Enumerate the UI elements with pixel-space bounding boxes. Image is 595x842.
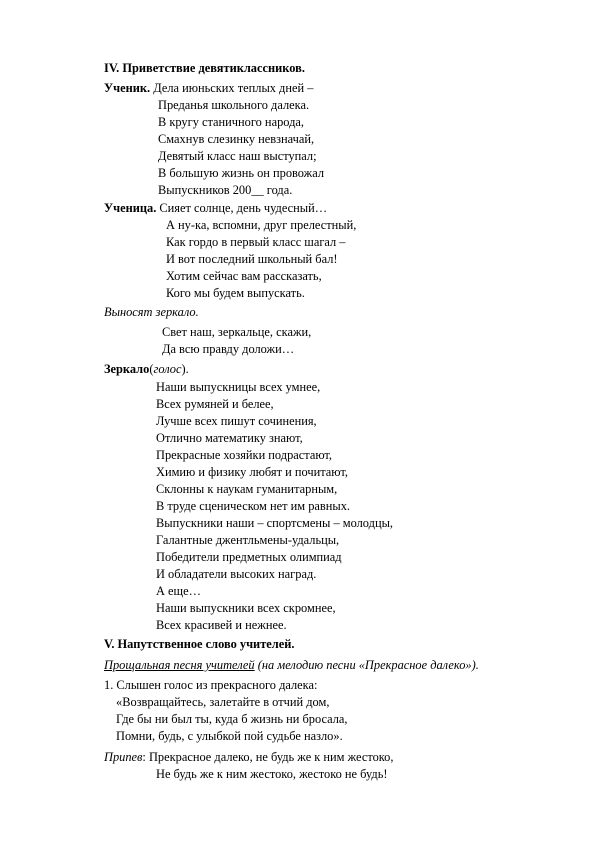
verse-line: Выпускники наши – спортсмены – молодцы, bbox=[156, 516, 394, 530]
song-title-main: Прощальная песня учителей bbox=[104, 658, 255, 672]
verse-line: Смахнув слезинку невзначай, bbox=[158, 132, 315, 146]
verse-line: Не будь же к ним жестоко, жестоко не будь! bbox=[156, 767, 388, 781]
section-4-heading: IV. Приветствие девятиклассников. bbox=[104, 61, 305, 75]
mirror-speaker-line bbox=[104, 361, 189, 378]
verse-line: Свет наш, зеркальце, скажи, bbox=[162, 325, 312, 339]
verse-line: Наши выпускницы всех умнее, bbox=[156, 380, 321, 394]
section-5-heading: V. Напутственное слово учителей. bbox=[104, 637, 295, 651]
verse-line: Кого мы будем выпускать. bbox=[166, 286, 305, 300]
verse-line: В большую жизнь он провожал bbox=[158, 166, 325, 180]
speaker-mirror: Зеркало bbox=[104, 362, 150, 376]
verse-line: Выпускников 200__ года. bbox=[158, 183, 293, 197]
verse-line: Сияет солнце, день чудесный… bbox=[159, 201, 328, 215]
verse-line: Где бы ни был ты, куда б жизнь ни бросала, bbox=[116, 712, 348, 726]
verse-line: Как гордо в первый класс шагал – bbox=[166, 235, 346, 249]
song-title-melody: (на мелодию песни «Прекрасное далеко»). bbox=[254, 658, 479, 672]
verse-line: Преданья школьного далека. bbox=[158, 98, 310, 112]
verse-line: Дела июньских теплых дней – bbox=[153, 81, 314, 95]
verse-line: Хотим сейчас вам рассказать, bbox=[166, 269, 322, 283]
verse-line: Лучше всех пишут сочинения, bbox=[156, 414, 317, 428]
verse-line: Наши выпускники всех скромнее, bbox=[156, 601, 336, 615]
chorus-colon: : bbox=[142, 750, 149, 764]
verse-line: Да всю правду доложи… bbox=[162, 342, 295, 356]
verse-line: Склонны к наукам гуманитарным, bbox=[156, 482, 338, 496]
verse-line: «Возвращайтесь, залетайте в отчий дом, bbox=[116, 695, 330, 709]
verse-line: В кругу станичного народа, bbox=[158, 115, 305, 129]
paren-close: ). bbox=[181, 362, 189, 376]
verse-line: Химию и физику любят и почитают, bbox=[156, 465, 348, 479]
chorus-label: Припев bbox=[104, 750, 143, 764]
speaker-student-boy: Ученик. bbox=[104, 81, 151, 95]
speaker-student-girl: Ученица. bbox=[104, 201, 157, 215]
verse-line: Прекрасные хозяйки подрастают, bbox=[156, 448, 333, 462]
verse-line: И вот последний школьный бал! bbox=[166, 252, 338, 266]
song-title bbox=[104, 657, 479, 674]
verse-line: Помни, будь, с улыбкой пой судьбе назло». bbox=[116, 729, 343, 743]
verse-line: Девятый класс наш выступал; bbox=[158, 149, 317, 163]
verse-line: Всех красивей и нежнее. bbox=[156, 618, 287, 632]
paren-open: ( bbox=[149, 362, 154, 376]
verse-line: 1. Слышен голос из прекрасного далека: bbox=[104, 678, 318, 692]
verse-line: Галантные джентльмены-удальцы, bbox=[156, 533, 340, 547]
verse-line: А еще… bbox=[156, 584, 201, 598]
student-line-1 bbox=[104, 80, 313, 97]
verse-line: Всех румяней и белее, bbox=[156, 397, 274, 411]
student-girl-line-1 bbox=[104, 200, 327, 217]
chorus-line-1 bbox=[104, 749, 393, 766]
verse-line: В труде сценическом нет им равных. bbox=[156, 499, 351, 513]
verse-line: Прекрасное далеко, не будь же к ним жестоко, bbox=[148, 750, 394, 764]
stage-direction: Выносят зеркало. bbox=[104, 305, 199, 319]
speaker-note: голос bbox=[153, 362, 182, 376]
verse-line: Отлично математику знают, bbox=[156, 431, 303, 445]
verse-line: Победители предметных олимпиад bbox=[156, 550, 342, 564]
verse-line: А ну-ка, вспомни, друг прелестный, bbox=[166, 218, 357, 232]
verse-line: И обладатели высоких наград. bbox=[156, 567, 317, 581]
